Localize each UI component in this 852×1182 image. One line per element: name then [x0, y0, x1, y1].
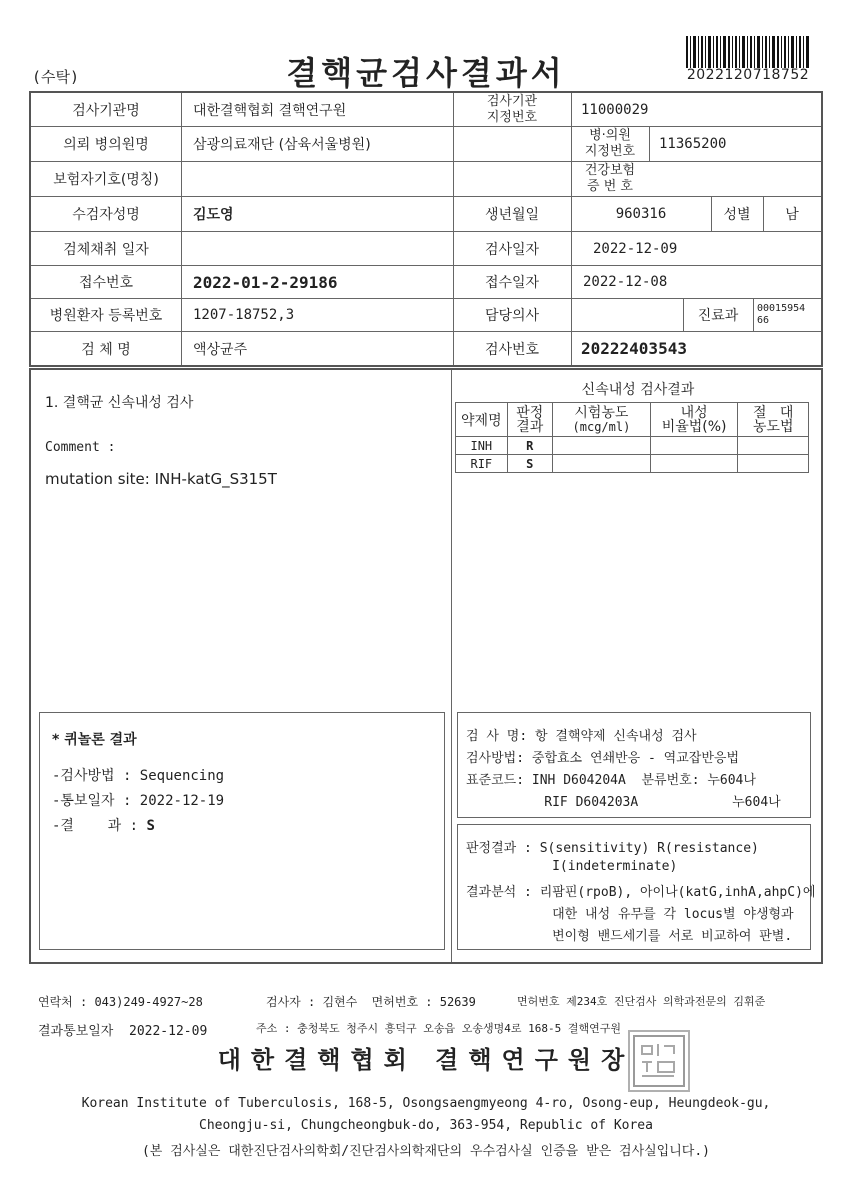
quinolone-result-label: -결 과 :: [52, 818, 147, 834]
info-table: [29, 91, 823, 367]
hospital-value: 삼광의료재단 (삼육서울병원): [193, 137, 371, 153]
quinolone-method: -검사방법 : Sequencing: [52, 768, 225, 784]
interpretation-box: [457, 824, 816, 950]
sus-header-judge: [507, 403, 552, 437]
method-line-4: RIF D604203A 누604나: [466, 795, 781, 810]
barcode-image: [686, 36, 810, 68]
seal-icon: [630, 1032, 688, 1090]
test-no-value: 20222403543: [581, 339, 687, 358]
sus-header-abs-line2: 농도법: [752, 418, 794, 435]
address-english-line2: Cheongju-si, Chungcheongbuk-do, 363-954, Republic of Korea: [199, 1118, 653, 1133]
lab-name-label: 검사기관명: [72, 102, 140, 119]
interp-line-5: 변이형 밴드세기를 서로 비교하여 판별.: [466, 929, 793, 944]
interp-line-4: 대한 내성 유무를 각 locus별 야생형과: [466, 907, 794, 922]
dob-value: 960316: [615, 206, 667, 222]
health-ins-label: [571, 162, 649, 196]
susceptibility-table: [455, 402, 809, 473]
license-info: 면허번호 제234호 진단검사 의학과전문의 김휘준: [517, 995, 766, 1008]
section-title: 1. 결핵균 신속내성 검사: [45, 395, 194, 411]
sus-row-ratio: [650, 437, 737, 455]
dept-value-line2: 66: [757, 315, 770, 326]
method-line-2: 검사방법: 중합효소 연쇄반응 - 역교잡반응법: [466, 751, 740, 766]
sus-row-drug: INH: [456, 437, 508, 455]
interp-line-2: I(indeterminate): [466, 859, 678, 874]
quinolone-result-row: [52, 815, 155, 835]
sus-row-abs: [738, 437, 809, 455]
sus-header-abs-line1: 절 대: [752, 404, 794, 421]
method-line-1: 검 사 명: 항 결핵약제 신속내성 검사: [466, 729, 697, 744]
results-section: [29, 368, 823, 964]
receipt-date-value: 2022-12-08: [583, 274, 668, 290]
test-date-value: 2022-12-09: [593, 240, 678, 257]
lab-code-label-line1: 검사기관: [486, 93, 538, 109]
interp-line-1: 판정결과 : S(sensitivity) R(resistance): [466, 841, 759, 856]
collect-date-label: 검체채취 일자: [63, 241, 149, 258]
sus-header-conc-line2: (mcg/ml): [572, 419, 631, 434]
sus-row-conc: [552, 437, 650, 455]
lab-name-value: 대한결핵협회 결핵연구원: [193, 102, 347, 119]
sus-header-judge-line2: 결과: [516, 418, 544, 435]
method-box: [457, 712, 811, 818]
lab-code-value: 11000029: [581, 101, 649, 118]
sus-row-ratio: [650, 455, 737, 473]
health-ins-label-line1: 건강보험: [584, 163, 636, 178]
document-title: 결핵균검사결과서: [286, 54, 566, 92]
collect-date-value: [193, 232, 451, 265]
sus-header-conc-line1: 시험농도: [574, 404, 629, 421]
insurer-label: 보험자기호(명칭): [53, 172, 159, 188]
test-no-label: 검사번호: [484, 341, 540, 358]
notify-date: 결과통보일자 2022-12-09: [38, 1024, 208, 1039]
doctor-value: [571, 299, 683, 331]
hospital-code-label-line2: 지정번호: [584, 144, 636, 159]
contact-info: 연락처 : 043)249-4927~28: [38, 995, 203, 1009]
sus-header-conc: [552, 403, 650, 437]
health-ins-value: [659, 162, 809, 196]
sus-header-ratio-line1: 내성: [680, 404, 708, 421]
dept-value-line1: 00015954: [757, 303, 806, 314]
barcode-number: 2022120718752: [686, 67, 810, 83]
quinolone-result-value: S: [146, 818, 155, 834]
mutation-site: mutation site: INH-katG_S315T: [45, 470, 277, 488]
specimen-label: 검 체 명: [81, 341, 131, 358]
receipt-no-value: 2022-01-2-29186: [193, 272, 338, 292]
sus-row-drug: RIF: [456, 455, 508, 473]
specimen-value: 액상균주: [193, 341, 248, 358]
sus-header-ratio: [650, 403, 737, 437]
address-english-line1: Korean Institute of Tuberculosis, 168-5, Osongsaengmyeong 4-ro, Osong-eup, Heungdeok-gu,: [81, 1096, 771, 1111]
patient-name-value: 김도영: [193, 207, 234, 223]
sus-table-title: 신속내성 검사결과: [581, 382, 695, 398]
table-row: [456, 437, 809, 455]
sus-header-judge-line1: 판정: [516, 404, 544, 421]
method-line-3: 표준코드: INH D604204A 분류번호: 누604나: [466, 773, 756, 788]
document-tag: (수탁): [32, 68, 80, 86]
receipt-date-label: 접수일자: [484, 275, 540, 291]
sus-header-drug: 약제명: [456, 403, 508, 437]
sus-row-conc: [552, 455, 650, 473]
test-date-label: 검사일자: [484, 241, 540, 258]
official-seal: [628, 1030, 690, 1092]
doctor-label: 담당의사: [484, 308, 540, 324]
reg-no-value: 1207-18752,3: [193, 307, 295, 323]
quinolone-date: -통보일자 : 2022-12-19: [52, 793, 225, 809]
sex-label: 성별: [723, 207, 751, 223]
quinolone-title: * 퀴놀론 결과: [52, 732, 137, 748]
dept-label: 진료과: [697, 308, 739, 324]
sex-value: 남: [785, 207, 799, 223]
insurer-value: [193, 162, 571, 196]
interp-line-3: 결과분석 : 리팜핀(rpoB), 아이나(katG,inhA,ahpC)에: [466, 885, 816, 900]
hospital-code-value: 11365200: [659, 136, 727, 152]
sus-header-ratio-line2: 비율법(%): [661, 418, 727, 435]
patient-name-label: 수검자성명: [72, 207, 140, 223]
quinolone-box: [39, 712, 445, 950]
hospital-label: 의뢰 병의원명: [63, 137, 149, 153]
lab-code-label: [453, 93, 571, 126]
certification-note: (본 검사실은 대한진단검사의학회/진단검사의학재단의 우수검사실 인증을 받은 검사실입니다.): [141, 1144, 711, 1159]
sus-header-abs: [738, 403, 809, 437]
tester-info: 검사자 : 김현수 면허번호 : 52639: [266, 995, 476, 1009]
comment-label: Comment :: [45, 440, 116, 455]
dept-value: [757, 299, 819, 331]
sus-row-result: S: [507, 455, 552, 473]
receipt-no-label: 접수번호: [78, 275, 134, 291]
sus-row-result: R: [507, 437, 552, 455]
lab-code-label-line2: 지정번호: [486, 109, 538, 125]
dob-label: 생년월일: [484, 207, 540, 223]
hospital-code-label-line1: 병·의원: [589, 128, 631, 143]
sus-row-abs: [738, 455, 809, 473]
institute-name: 대한결핵협회 결핵연구원장: [217, 1046, 635, 1074]
hospital-code-label: [571, 127, 649, 161]
reg-no-label: 병원환자 등록번호: [49, 308, 163, 324]
address-korean: 주소 : 충청북도 청주시 흥덕구 오송읍 오송생명4로 168-5 결핵연구원: [256, 1022, 621, 1035]
table-row: [456, 455, 809, 473]
health-ins-label-line2: 증 번 호: [587, 179, 633, 194]
